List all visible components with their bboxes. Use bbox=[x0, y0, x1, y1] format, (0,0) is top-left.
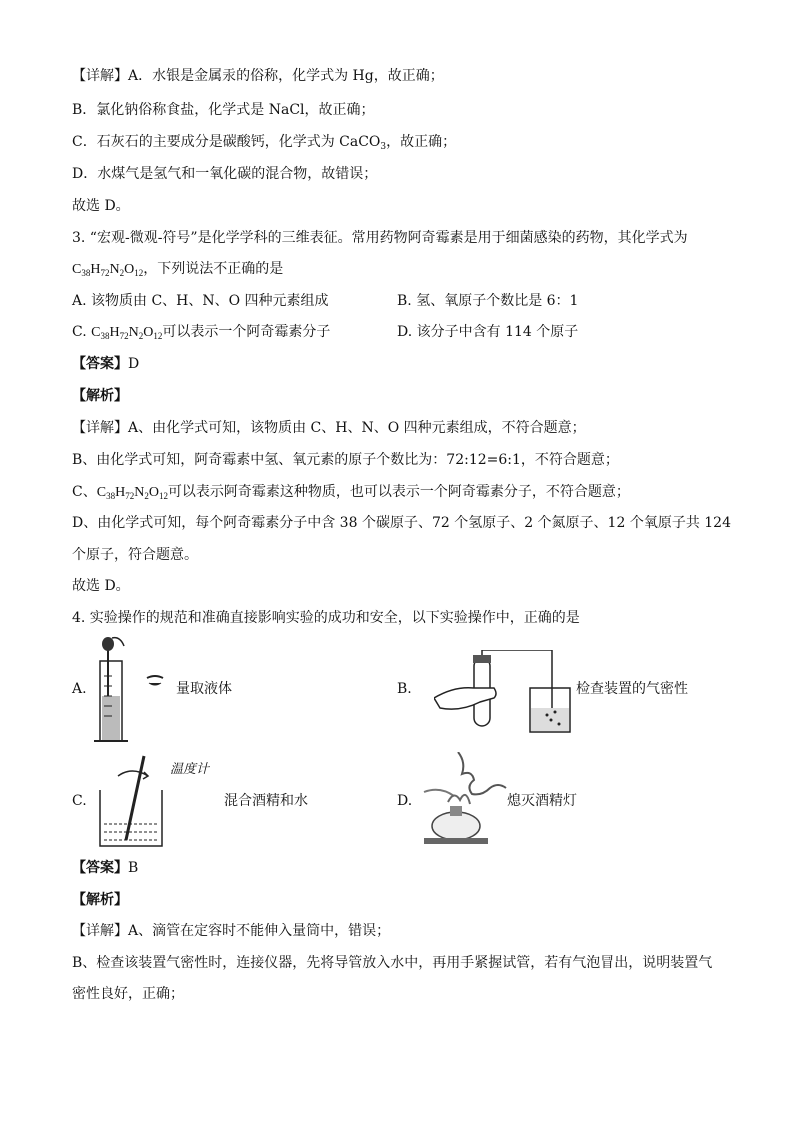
alcohol-lamp-icon bbox=[418, 752, 518, 846]
option-4c-letter: C. bbox=[72, 793, 87, 809]
formula-n: N bbox=[109, 262, 120, 277]
option-3c-text: 可以表示一个阿奇霉素分子 bbox=[162, 324, 331, 340]
option-3a: A. 该物质由 C、H、N、O 四种元素组成 bbox=[72, 293, 329, 309]
detail-line-c-end: ，故正确； bbox=[386, 134, 457, 150]
formula bbox=[72, 262, 143, 277]
analysis-label: 【解析】 bbox=[72, 388, 128, 404]
formula-inline-2: $C_{38}H_{72}N_2O_{12}$ bbox=[96, 485, 168, 501]
q3-detail-5: 个原子，符合题意。 bbox=[72, 547, 198, 563]
detail-line-b: B．氯化钠俗称食盐，化学式是 NaCl，故正确； bbox=[72, 102, 375, 118]
option-3b: B. 氢、氧原子个数比是 6：1 bbox=[397, 293, 579, 309]
formula-o-n: 12 bbox=[134, 268, 144, 278]
answer-label: 【答案】 bbox=[72, 356, 128, 372]
q4-detail-2: B、检查该装置气密性时，连接仪器，先将导管放入水中，再用手紧握试管，若有气泡冒出，说明装置气 bbox=[72, 955, 713, 971]
answer-4-value: B bbox=[128, 860, 139, 876]
q4-detail-3: 密性良好，正确； bbox=[72, 986, 184, 1002]
formula-c: C bbox=[72, 262, 82, 277]
question-4-stem: 4. 实验操作的规范和准确直接影响实验的成功和安全，以下实验操作中，正确的是 bbox=[72, 610, 580, 626]
detail-line-c bbox=[72, 132, 456, 152]
q3-conclusion: 故选 D。 bbox=[72, 578, 130, 594]
q3-detail-2: B、由化学式可知，阿奇霉素中氢、氧元素的原子个数比为：72:12=6:1，不符合题意； bbox=[72, 452, 619, 468]
formula-c-n: 38 bbox=[81, 268, 91, 278]
detail-line-c-sub: 3 bbox=[380, 142, 387, 152]
conclusion-line: 故选 D。 bbox=[72, 198, 130, 214]
formula-h-n: 72 bbox=[100, 268, 110, 278]
option-4b-letter: B. bbox=[397, 681, 412, 697]
q3-detail-4: D、由化学式可知，每个阿奇霉素分子中含 38 个碳原子、72 个氢原子、2 个氮原子、12 个氧原子共 124 bbox=[72, 515, 731, 531]
answer-value: D bbox=[128, 356, 140, 372]
option-3d: D. 该分子中含有 114 个原子 bbox=[397, 324, 579, 340]
option-3c-letter: C. bbox=[72, 324, 92, 340]
detail-line-a: 【详解】A．水银是金属汞的俗称，化学式为 Hg，故正确； bbox=[72, 68, 444, 84]
option-4d-text: 熄灭酒精灯 bbox=[507, 793, 577, 809]
option-4d-letter: D. bbox=[397, 793, 413, 809]
option-4a-text: 量取液体 bbox=[176, 681, 232, 697]
q4-detail-1: 【详解】A、滴管在定容时不能伸入量筒中，错误； bbox=[72, 923, 391, 939]
formula-o: O bbox=[124, 262, 135, 277]
answer-4 bbox=[72, 858, 138, 878]
option-4b-text: 检查装置的气密性 bbox=[576, 681, 688, 697]
analysis-4-label: 【解析】 bbox=[72, 892, 128, 908]
detail-line-c-text: C．石灰石的主要成分是碳酸钙，化学式为 CaCO bbox=[72, 134, 381, 150]
detail-line-d: D．水煤气是氢气和一氧化碳的混合物，故错误； bbox=[72, 166, 378, 182]
formula-h: H bbox=[90, 262, 101, 277]
question-3-stem-tail: ，下列说法不正确的是 bbox=[143, 261, 284, 277]
option-4a-letter: A. bbox=[72, 681, 87, 697]
formula-inline: $C_{38}H_{72}N_2O_{12}$ bbox=[91, 325, 163, 341]
graduated-cylinder-icon bbox=[92, 636, 172, 746]
option-3c bbox=[72, 322, 330, 343]
q3-detail-3: C、$C_{38}H_{72}N_2O_{12}$可以表示阿奇霉素这种物质，也可以表示一个阿奇霉素分子，不符合题意； bbox=[72, 484, 630, 501]
thermometer-label: 温度计 bbox=[170, 762, 210, 777]
question-3-stem-2 bbox=[72, 259, 283, 280]
formula-n-n: 2 bbox=[119, 268, 125, 278]
q3-detail-1: 【详解】A、由化学式可知，该物质由 C、H、N、O 四种元素组成，不符合题意； bbox=[72, 420, 586, 436]
test-tube-hand-icon bbox=[434, 650, 574, 740]
answer-4-label: 【答案】 bbox=[72, 860, 128, 876]
beaker-thermometer-icon bbox=[96, 752, 176, 852]
answer-3 bbox=[72, 354, 139, 374]
option-4c-text: 混合酒精和水 bbox=[224, 793, 308, 809]
question-3-stem: 3. “宏观-微观-符号”是化学学科的三维表征。常用药物阿奇霉素是用于细菌感染的药物，其化学式为 bbox=[72, 230, 688, 246]
